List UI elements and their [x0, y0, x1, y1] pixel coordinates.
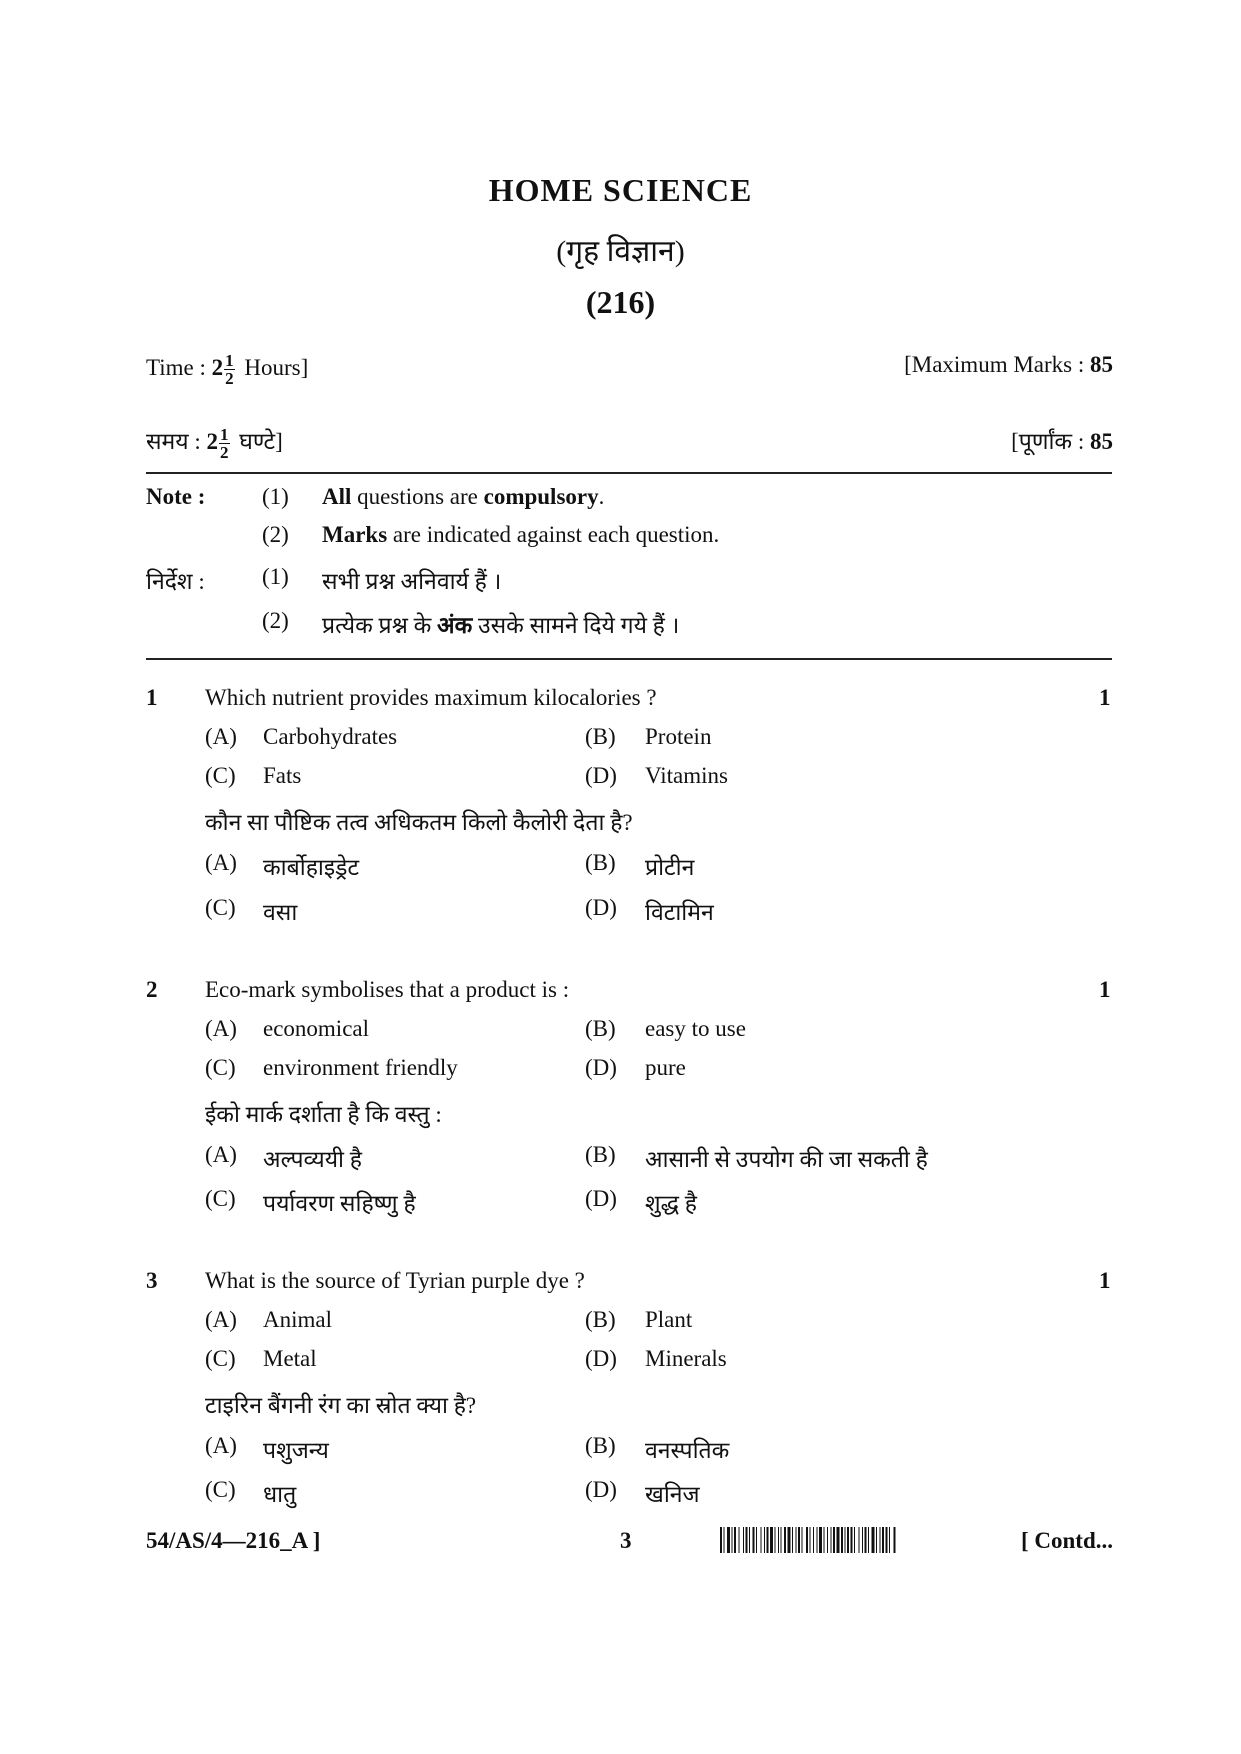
question-marks: 1 [1099, 1268, 1111, 1293]
question-text-hindi: कौन सा पौष्टिक तत्व अधिकतम किलो कैलोरी देता है? [205, 810, 633, 835]
time-unit: Hours] [244, 354, 309, 380]
option-key: (A) [205, 850, 237, 875]
time-label-hindi: समय : [146, 429, 201, 454]
page-number: 3 [620, 1528, 632, 1553]
option-text-hindi: पर्यावरण सहिष्णु है [263, 1191, 416, 1216]
question-text-hindi: टाइरिन बैंगनी रंग का स्रोत क्या है? [205, 1393, 477, 1418]
option-key: (C) [205, 1346, 236, 1371]
question-text-hindi: ईको मार्क दर्शाता है कि वस्तु : [205, 1102, 442, 1127]
option-key: (A) [205, 1307, 237, 1332]
option-key: (D) [585, 1055, 617, 1080]
option-text: Minerals [645, 1346, 727, 1371]
option-key: (D) [585, 1346, 617, 1371]
option-key: (A) [205, 1433, 237, 1458]
max-marks-english [904, 352, 1113, 378]
option-key: (C) [205, 895, 236, 920]
option-text-hindi: अल्पव्ययी है [263, 1147, 362, 1172]
option-text-hindi: खनिज [645, 1482, 700, 1507]
note-item: Marks are indicated against each question. [322, 522, 720, 547]
time-english [146, 352, 308, 387]
option-text: easy to use [645, 1016, 746, 1041]
option-key: (B) [585, 850, 616, 875]
option-text-hindi: वनस्पतिक [645, 1438, 730, 1463]
subject-code: (216) [585, 284, 656, 320]
option-text: Vitamins [645, 763, 728, 788]
max-marks-label: [Maximum Marks : [904, 352, 1085, 377]
option-key: (B) [585, 1016, 616, 1041]
option-key: (D) [585, 1477, 617, 1502]
question-marks: 1 [1099, 977, 1111, 1002]
option-text: Protein [645, 724, 712, 749]
option-text: Fats [263, 763, 302, 788]
option-key: (C) [205, 1055, 236, 1080]
time-hindi [146, 424, 283, 461]
option-text: Plant [645, 1307, 693, 1332]
option-key: (B) [585, 724, 616, 749]
option-key: (A) [205, 724, 237, 749]
option-key: (C) [205, 763, 236, 788]
question-number: 2 [146, 977, 158, 1002]
max-marks-hindi [1011, 424, 1113, 456]
note-item: All questions are compulsory. [322, 484, 605, 509]
note-label: Note : [146, 484, 206, 509]
paper-code: 54/AS/4—216_A ] [146, 1528, 321, 1553]
max-marks-label-hindi: [पूर्णांक : [1011, 429, 1085, 454]
option-text: environment friendly [263, 1055, 458, 1080]
option-text: economical [263, 1016, 370, 1041]
time-whole-hindi: 2 [206, 429, 219, 454]
question-text: Eco-mark symbolises that a product is : [205, 977, 570, 1002]
divider-top [146, 472, 1112, 474]
option-text: pure [645, 1055, 686, 1080]
time-label: Time : [146, 354, 206, 380]
option-key: (C) [205, 1186, 236, 1211]
option-text-hindi: पशुजन्य [263, 1438, 329, 1463]
option-key: (A) [205, 1142, 237, 1167]
option-key: (B) [585, 1307, 616, 1332]
max-marks-value-hindi: 85 [1090, 429, 1113, 454]
question-marks: 1 [1099, 685, 1111, 710]
question-number: 1 [146, 685, 158, 710]
note-item-number: (2) [262, 522, 289, 547]
page-title-hindi: (गृह विज्ञान) [556, 235, 685, 268]
time-whole: 2 [211, 354, 224, 380]
option-text: Carbohydrates [263, 724, 398, 749]
question-text: Which nutrient provides maximum kilocalories ? [205, 685, 657, 710]
time-unit-hindi: घण्टे] [239, 429, 283, 454]
divider-bottom [146, 658, 1112, 660]
option-key: (C) [205, 1477, 236, 1502]
page-title: HOME SCIENCE [488, 172, 753, 208]
option-text-hindi: कार्बोहाइड्रेट [263, 855, 360, 880]
note-item-number-hindi: (1) [262, 564, 289, 589]
note-item-number-hindi: (2) [262, 608, 289, 633]
option-key: (D) [585, 895, 617, 920]
option-text: Animal [263, 1307, 332, 1332]
note-label-hindi: निर्देश : [146, 569, 205, 594]
option-text-hindi: प्रोटीन [645, 855, 695, 880]
max-marks-value: 85 [1090, 352, 1113, 377]
question-text: What is the source of Tyrian purple dye ? [205, 1268, 585, 1293]
option-key: (D) [585, 763, 617, 788]
continued-label: [ Contd... [1020, 1528, 1113, 1553]
option-key: (A) [205, 1016, 237, 1041]
option-key: (B) [585, 1142, 616, 1167]
note-item-hindi: प्रत्येक प्रश्न के अंक उसके सामने दिये गये हैं । [322, 613, 680, 638]
note-item-number: (1) [262, 484, 289, 509]
option-text-hindi: शुद्ध है [645, 1191, 697, 1216]
option-text-hindi: धातु [263, 1482, 297, 1507]
note-item-hindi: सभी प्रश्न अनिवार्य हैं । [322, 569, 502, 594]
option-key: (D) [585, 1186, 617, 1211]
option-text: Metal [263, 1346, 317, 1371]
option-text-hindi: विटामिन [645, 900, 714, 925]
option-key: (B) [585, 1433, 616, 1458]
time-fraction: $\frac{1}{2}$ [225, 351, 234, 388]
time-fraction-hindi: $\frac{1}{2}$ [220, 425, 229, 463]
option-text-hindi: आसानी से उपयोग की जा सकती है [645, 1147, 928, 1172]
barcode-icon [720, 1527, 975, 1553]
option-text-hindi: वसा [263, 900, 298, 925]
question-number: 3 [146, 1268, 158, 1293]
